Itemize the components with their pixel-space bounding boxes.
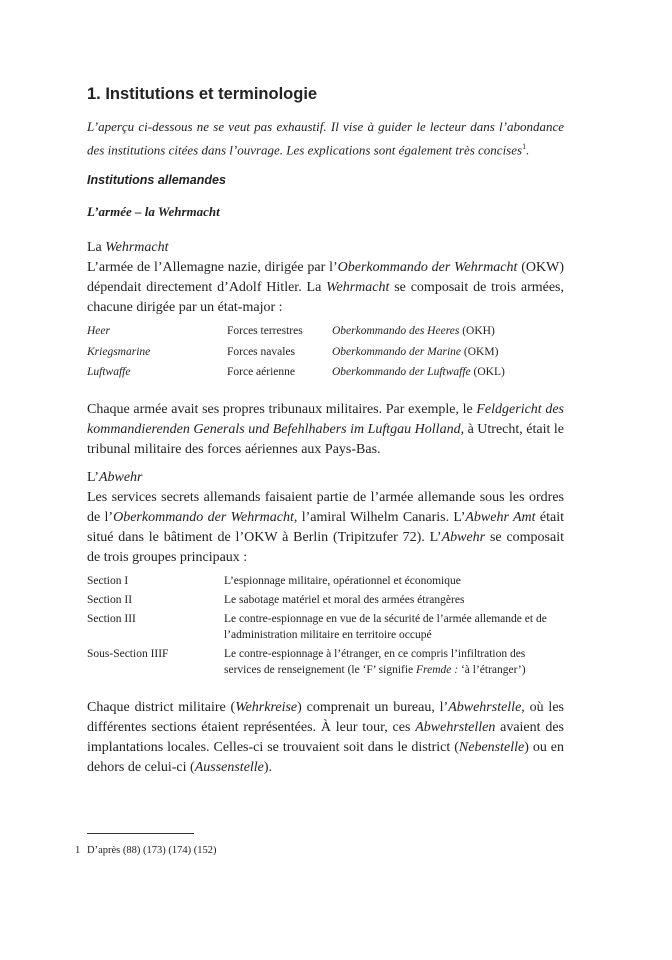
- army-command: Oberkommando der Marine (OKM): [332, 345, 499, 358]
- intro-paragraph: [87, 117, 564, 160]
- army-force: Forces terrestres: [227, 325, 303, 337]
- intro-end: .: [526, 142, 530, 158]
- footnote-text: D’après (88) (173) (174) (152): [87, 845, 217, 856]
- section-description: Le contre-espionnage en vue de la sécurité de l’armée allemande et de l’administration militaire en territoire occupé: [224, 613, 547, 641]
- section-name: Section III: [87, 613, 136, 625]
- army-command: Oberkommando der Luftwaffe (OKL): [332, 366, 505, 378]
- army-force: Force aérienne: [227, 366, 296, 378]
- intro-text: L’aperçu ci-dessous ne se veut pas exhaustif. Il vise à guider le lecteur dans l’abondance des institutions citées dans l’ouvrage. Les explications sont également très concises: [87, 119, 564, 158]
- army-row: [87, 346, 564, 367]
- army-row: [87, 325, 564, 346]
- tribunals-paragraph: Chaque armée avait ses propres tribunaux militaires. Par exemple, le Feldgericht des kommandierenden Generals und Befehlhabers im Luftgau Holland, à Utrecht, était le tribunal militaire des forces aériennes aux Pays-Bas.: [87, 402, 564, 457]
- sections-table: [87, 573, 564, 681]
- section-name: Section II: [87, 594, 133, 606]
- section-name: Section I: [87, 575, 129, 587]
- army-row: [87, 366, 564, 387]
- footnote-number: 1: [75, 845, 81, 856]
- section-row: [87, 611, 564, 646]
- subheading-wehrmacht: L’armée – la Wehrmacht: [87, 204, 220, 219]
- section-name: Sous-Section IIIF: [87, 648, 169, 660]
- section-description: Le contre-espionnage à l’étranger, en ce compris l’infiltration des services de renseignement (le ‘F’ signifie Fremde : ‘à l’étranger’): [224, 648, 526, 676]
- army-command: Oberkommando des Heeres (OKH): [332, 325, 495, 337]
- section-row: [87, 646, 564, 681]
- armies-table: [87, 325, 564, 387]
- footnote-divider: [87, 833, 194, 834]
- section-description: Le sabotage matériel et moral des armées étrangères: [224, 594, 465, 606]
- footnote: [75, 845, 216, 856]
- wehrmacht-paragraph: La Wehrmacht L’armée de l’Allemagne nazie, dirigée par l’Oberkommando der Wehrmacht (OKW) dépendait directement d’Adolf Hitler. La Wehrmacht se composait de trois armées, chacune dirigée par un état-major :: [87, 240, 565, 315]
- districts-paragraph: Chaque district militaire (Wehrkreise) comprenait un bureau, l’Abwehrstelle, où les différentes sections étaient représentées. À leur tour, ces Abwehrstellen avaient des implantations locales. Celles-ci se trouvaient soit dans le district (Nebenstelle) ou en dehors de celui-ci (Aussenstelle).: [87, 700, 564, 775]
- section-description: L’espionnage militaire, opérationnel et économique: [224, 575, 461, 587]
- subheading-german-institutions: Institutions allemandes: [87, 173, 226, 187]
- footnote-ref[interactable]: 1: [522, 142, 527, 151]
- army-name: Luftwaffe: [87, 366, 131, 378]
- wehrmacht-title: La Wehrmacht: [87, 240, 169, 255]
- abwehr-paragraph: L’Abwehr Les services secrets allemands faisaient partie de l’armée allemande sous les ordres de l’Oberkommando der Wehrmacht, l’amiral Wilhelm Canaris. L’Abwehr Amt était situé dans le bâtiment de l’OKW à Berlin (Tripitzufer 72). L’Abwehr se composait de trois groupes principaux :: [87, 470, 564, 565]
- section-row: [87, 592, 564, 611]
- army-name: Kriegsmarine: [87, 345, 151, 358]
- section-heading: 1. Institutions et terminologie: [87, 85, 318, 103]
- section-row: [87, 573, 564, 592]
- army-force: Forces navales: [227, 345, 296, 358]
- army-name: Heer: [87, 325, 110, 337]
- abwehr-title: L’Abwehr: [87, 470, 143, 485]
